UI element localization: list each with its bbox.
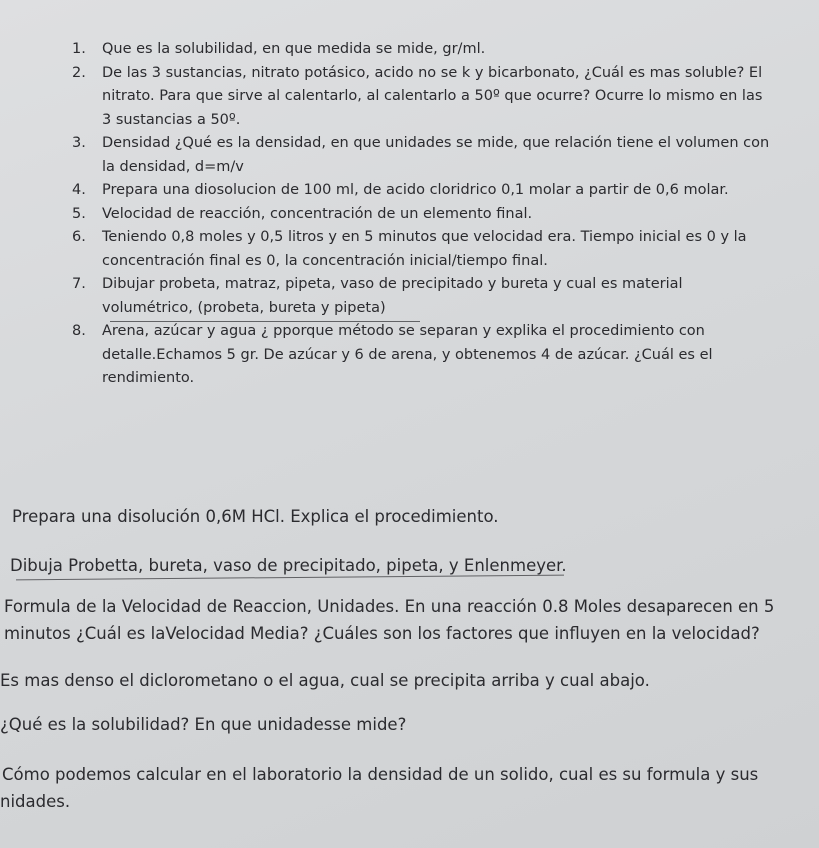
question-text: Densidad ¿Qué es la densidad, en que unidades se mide, que relación tiene el volumen con la densidad, d=m/v (102, 135, 770, 175)
question-prepare-solution: Prepara una disolución 0,6M HCl. Explica el procedimiento. (12, 507, 499, 526)
question-text: De las 3 sustancias, nitrato potásico, acido no se k y bicarbonato, ¿Cuál es mas soluble? El nitrato. Para que sirve al calentarlo, al calentarlo a 50º que ocurre? Ocurre lo mismo en las 3 sustancias a 50º. (102, 64, 763, 128)
question-text: Velocidad de reacción, concentración de un elemento final. (102, 205, 533, 222)
question-item-5 (72, 203, 772, 227)
question-text: Dibujar probeta, matraz, pipeta, vaso de precipitado y bureta y cual es material volumétrico, (probeta, bureta y pipeta) (102, 276, 683, 316)
pen-underline (110, 321, 420, 322)
question-text: Que es la solubilidad, en que medida se mide, gr/ml. (102, 41, 486, 57)
question-item-3 (72, 132, 772, 179)
question-text: Teniendo 0,8 moles y 0,5 litros y en 5 minutos que velocidad era. Tiempo inicial es 0 y la concentración final es 0, la concentración inicial/tiempo final. (102, 229, 747, 269)
question-number: 7. (72, 276, 86, 292)
question-text: Prepara una diosolucion de 100 ml, de acido cloridrico 0,1 molar a partir de 0,6 molar. (102, 182, 729, 198)
question-item-2 (72, 62, 772, 133)
question-item-4 (72, 179, 772, 203)
question-number: 6. (72, 229, 86, 245)
question-number: 2. (72, 64, 86, 81)
question-item-6 (72, 226, 772, 273)
question-number: 5. (72, 205, 86, 222)
question-item-8 (72, 320, 772, 391)
numbered-question-list (72, 38, 772, 391)
question-solid-density-line1: Cómo podemos calcular en el laboratorio la densidad de un solido, cual es su formula y sus (2, 765, 759, 784)
question-number: 4. (72, 182, 86, 198)
question-text: Arena, azúcar y agua ¿ pporque método se separan y explika el procedimiento con detalle.Echamos 5 gr. De azúcar y 6 de arena, y obtenemos 4 de azúcar. ¿Cuál es el rendimiento. (102, 323, 713, 386)
question-solid-density-line2: nidades. (0, 792, 71, 811)
question-reaction-rate-line1: Formula de la Velocidad de Reaccion, Unidades. En una reacción 0.8 Moles desaparecen en 5 (4, 597, 775, 616)
question-item-7 (72, 273, 772, 320)
question-number: 3. (72, 135, 86, 151)
question-density-dichloromethane: Es mas denso el diclorometano o el agua, cual se precipita arriba y cual abajo. (0, 671, 650, 690)
question-item-1 (72, 38, 772, 62)
question-reaction-rate-line2: minutos ¿Cuál es laVelocidad Media? ¿Cuáles son los factores que influyen en la velocidad? (4, 624, 760, 643)
question-solubility: ¿Qué es la solubilidad? En que unidadesse mide? (0, 715, 407, 734)
question-number: 1. (72, 41, 86, 57)
question-draw-glassware: Dibuja Probetta, bureta, vaso de precipitado, pipeta, y Enlenmeyer. (10, 556, 567, 575)
question-number: 8. (72, 323, 86, 339)
